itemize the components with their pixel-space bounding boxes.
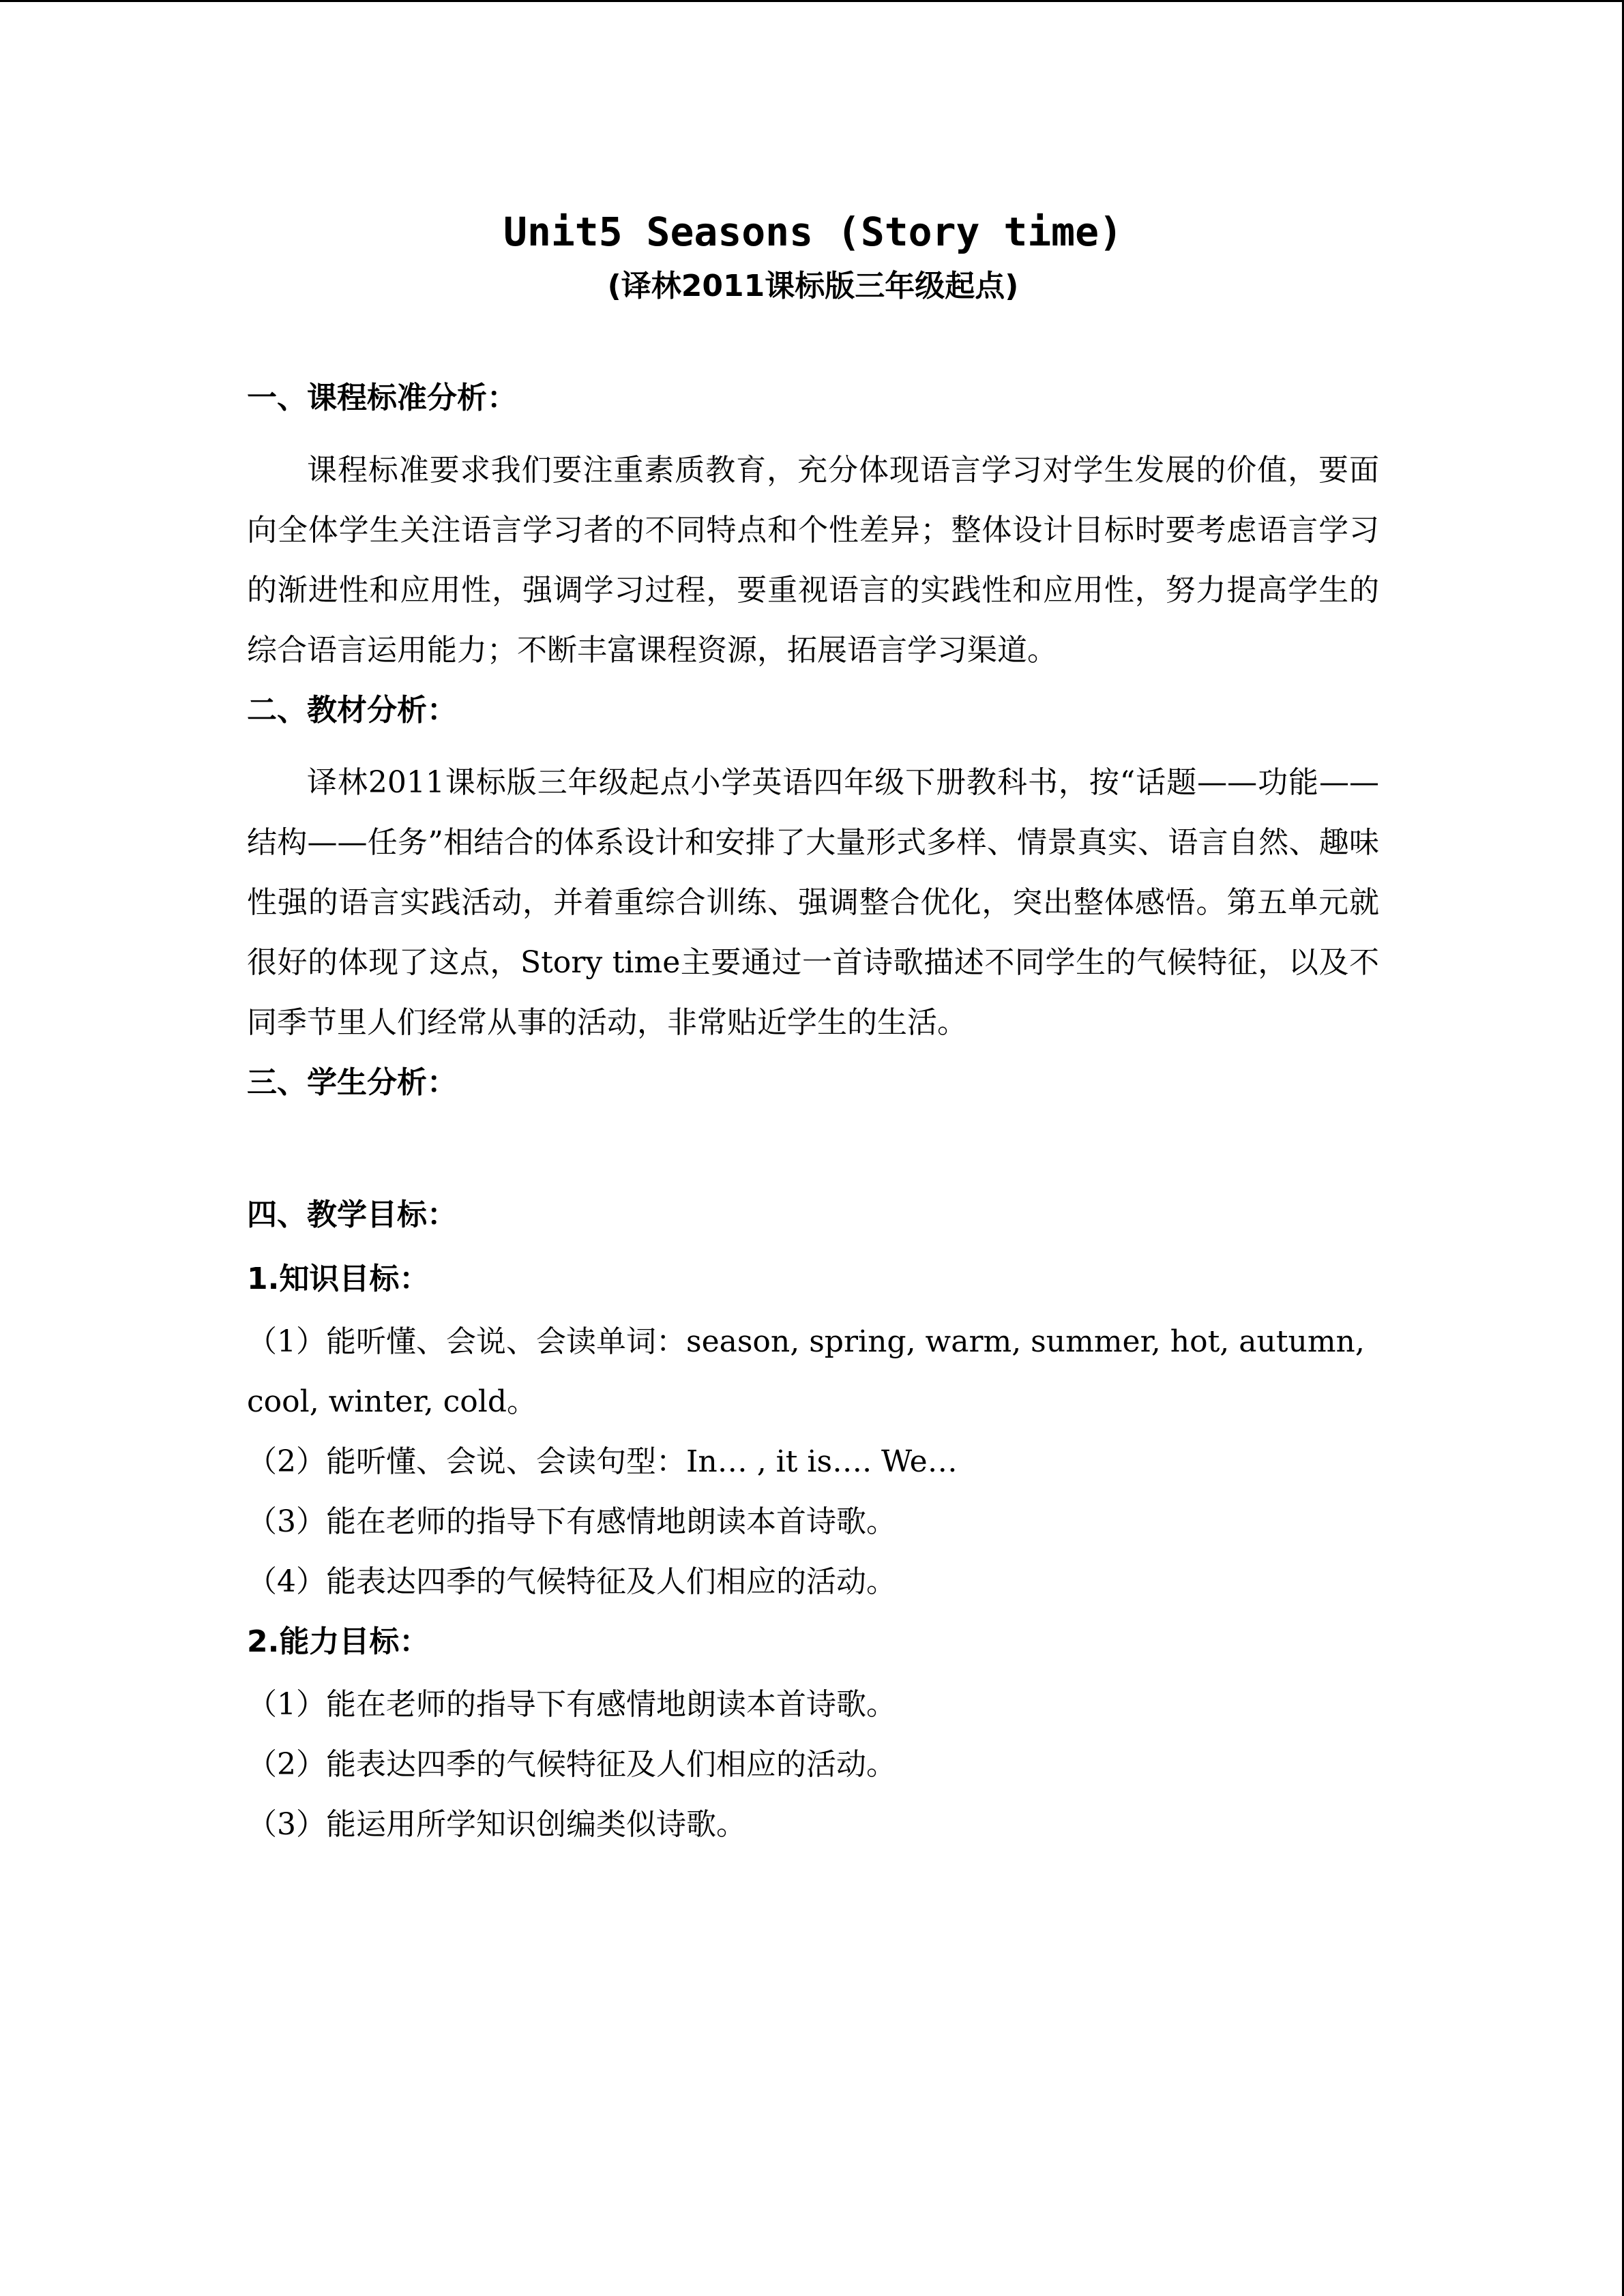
ability-item: （1）能在老师的指导下有感情地朗读本首诗歌。 (247, 1687, 896, 1722)
ability-objectives-list (247, 1675, 1379, 1855)
section-heading-students: 三、学生分析： (247, 1065, 457, 1100)
ability-item: （2）能表达四季的气候特征及人们相应的活动。 (247, 1747, 896, 1782)
section-heading-curriculum: 一、课程标准分析： (247, 381, 517, 415)
section-heading-objectives: 四、教学目标： (247, 1197, 457, 1232)
knowledge-item: （4）能表达四季的气候特征及人们相应的活动。 (247, 1564, 896, 1599)
knowledge-item: （1）能听懂、会说、会读单词：season, spring, warm, summer, hot, autumn, cool, winter, cold。 (247, 1324, 1365, 1419)
ability-item: （3）能运用所学知识创编类似诗歌。 (247, 1807, 746, 1842)
knowledge-item: （2）能听懂、会说、会读句型：In… , it is…. We… (247, 1444, 958, 1479)
ability-objectives-heading: 2.能力目标： (247, 1624, 430, 1659)
section-text-curriculum: 课程标准要求我们要注重素质教育，充分体现语言学习对学生发展的价值，要面向全体学生关注语言学习者的不同特点和个性差异；整体设计目标时要考虑语言学习的渐进性和应用性，强调学习过程，要重视语言的实践性和应用性，努力提高学生的综合语言运用能力；不断丰富课程资源，拓展语言学习渠道。 (247, 453, 1379, 668)
document-page (247, 205, 1379, 1855)
document-subtitle: (译林2011课标版三年级起点) (607, 269, 1019, 303)
document-title: Unit5 Seasons (Story time) (503, 209, 1123, 255)
top-border-line (0, 0, 1624, 2)
knowledge-item: （3）能在老师的指导下有感情地朗读本首诗歌。 (247, 1504, 896, 1539)
section-text-textbook: 译林2011课标版三年级起点小学英语四年级下册教科书，按“话题——功能——结构——任务”相结合的体系设计和安排了大量形式多样、情景真实、语言自然、趣味性强的语言实践活动，并着重综合训练、强调整合优化，突出整体感悟。第五单元就很好的体现了这点，Story time主要通过一首诗歌描述不同学生的气候特征，以及不同季节里人们经常从事的活动，非常贴近学生的生活。 (247, 765, 1379, 1040)
knowledge-objectives-heading: 1.知识目标： (247, 1262, 430, 1296)
section-heading-textbook: 二、教材分析： (247, 693, 457, 728)
knowledge-objectives-list (247, 1312, 1379, 1612)
